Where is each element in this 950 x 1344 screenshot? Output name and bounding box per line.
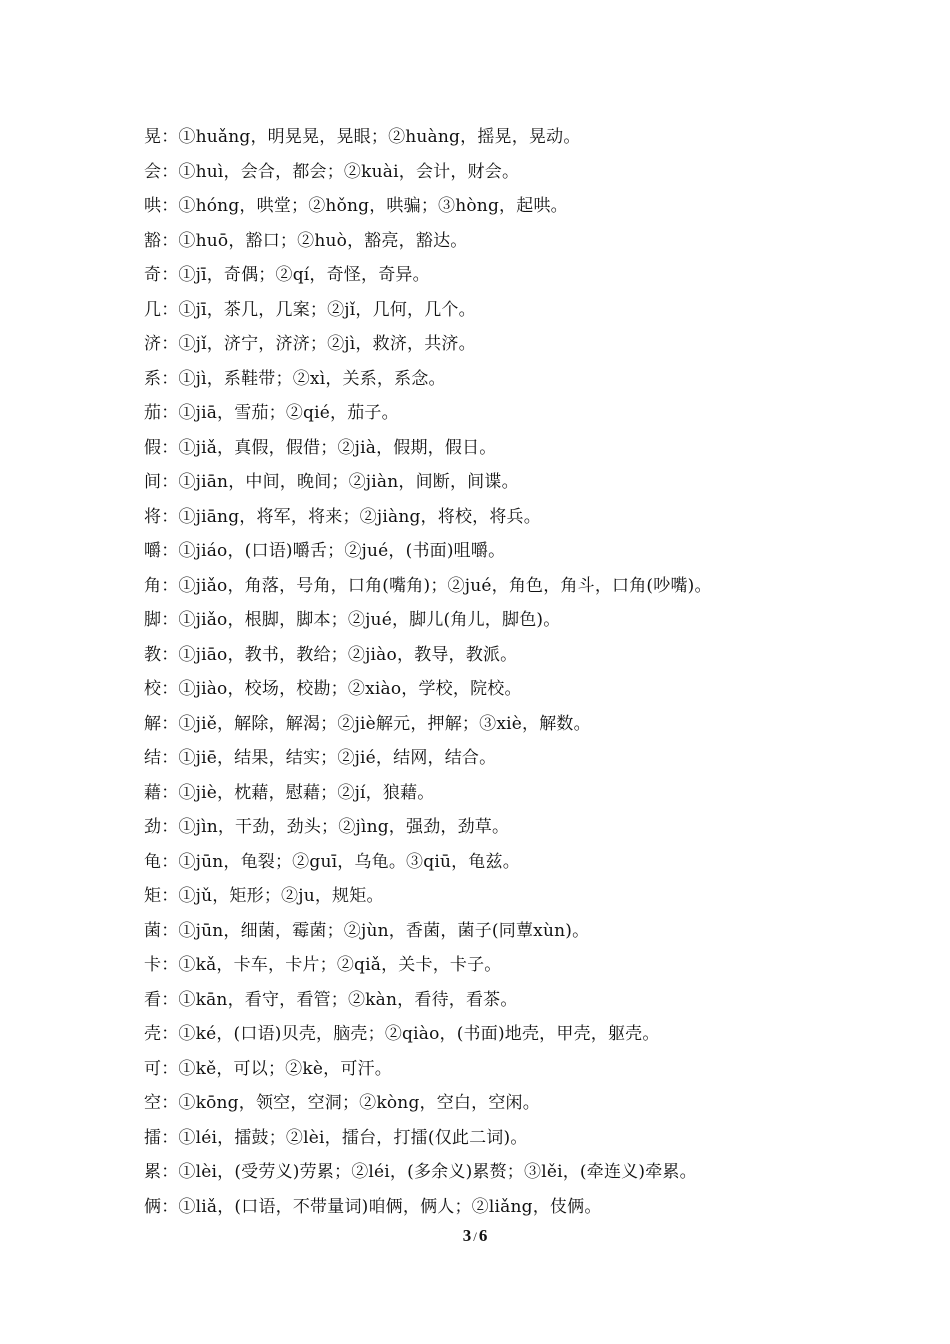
list-item: 结：①jiē，结果，结实；②jié，结网，结合。 [144,748,497,768]
list-item: 俩：①liǎ，(口语，不带量词)咱俩，俩人；②liǎng，伎俩。 [144,1196,602,1217]
list-item: 壳：①ké，(口语)贝壳，脑壳；②qiào，(书面)地壳，甲壳，躯壳。 [144,1024,660,1044]
list-item: 哄：①hóng，哄堂；②hǒng，哄骗；③hòng，起哄。 [144,196,568,216]
list-item: 看：①kān，看守，看管；②kàn，看待，看茶。 [144,989,518,1010]
list-item: 济：①jǐ，济宁，济济；②jì，救济，共济。 [144,334,476,354]
list-item: 教：①jiāo，教书，教给；②jiào，教导，教派。 [144,644,518,665]
list-item: 空：①kōng，领空，空洞；②kòng，空白，空闲。 [144,1093,540,1113]
list-item: 校：①jiào，校场，校勘；②xiào，学校，院校。 [144,679,522,699]
list-item: 假：①jiǎ，真假，假借；②jià，假期，假日。 [144,437,497,458]
page-number [0,1226,950,1246]
current-page: 3 [462,1226,472,1245]
list-item: 可：①kě，可以；②kè，可汗。 [144,1058,392,1079]
list-item: 劲：①jìn，干劲，劲头；②jìng，强劲，劲草。 [144,817,510,837]
list-item: 几：①jī，茶几，几案；②jǐ，几何，几个。 [144,299,476,320]
total-pages: 6 [478,1226,488,1245]
polyphone-list [144,120,904,1224]
list-item: 藉：①jiè，枕藉，慰藉；②jí，狼藉。 [144,782,435,803]
list-item: 解：①jiě，解除，解渴；②jiè解元，押解；③xiè，解数。 [144,713,591,734]
list-item: 豁：①huō，豁口；②huò，豁亮，豁达。 [144,230,468,251]
list-item: 擂：①léi，擂鼓；②lèi，擂台，打擂(仅此二词)。 [144,1127,528,1148]
list-item: 奇：①jī，奇偶；②qí，奇怪，奇异。 [144,265,430,285]
list-item: 矩：①jǔ，矩形；②ju，规矩。 [144,886,384,906]
list-item: 脚：①jiǎo，根脚，脚本；②jué，脚儿(角儿，脚色)。 [144,610,561,630]
list-item: 累：①lèi，(受劳义)劳累；②léi，(多余义)累赘；③lěi，(牵连义)牵累。 [144,1162,697,1182]
list-item: 嚼：①jiáo，(口语)嚼舌；②jué，(书面)咀嚼。 [144,541,506,561]
list-item: 茄：①jiā，雪茄；②qié，茄子。 [144,403,399,423]
list-item: 会：①huì，会合，都会；②kuài，会计，财会。 [144,161,520,182]
list-item: 卡：①kǎ，卡车，卡片；②qiǎ，关卡，卡子。 [144,955,502,975]
page-separator: / [473,1229,477,1244]
list-item: 间：①jiān，中间，晚间；②jiàn，间断，间谍。 [144,472,519,492]
list-item: 将：①jiāng，将军，将来；②jiàng，将校，将兵。 [144,506,541,527]
list-item: 系：①jì，系鞋带；②xì，关系，系念。 [144,368,446,389]
list-item: 晃：①huǎng，明晃晃，晃眼；②huàng，摇晃，晃动。 [144,127,581,147]
list-item: 角：①jiǎo，角落，号角，口角(嘴角)；②jué，角色，角斗，口角(吵嘴)。 [144,575,712,596]
list-item: 菌：①jūn，细菌，霉菌；②jùn，香菌，菌子(同蕈xùn)。 [144,920,590,941]
list-item: 龟：①jūn，龟裂；②guī，乌龟。③qiū，龟兹。 [144,851,520,872]
